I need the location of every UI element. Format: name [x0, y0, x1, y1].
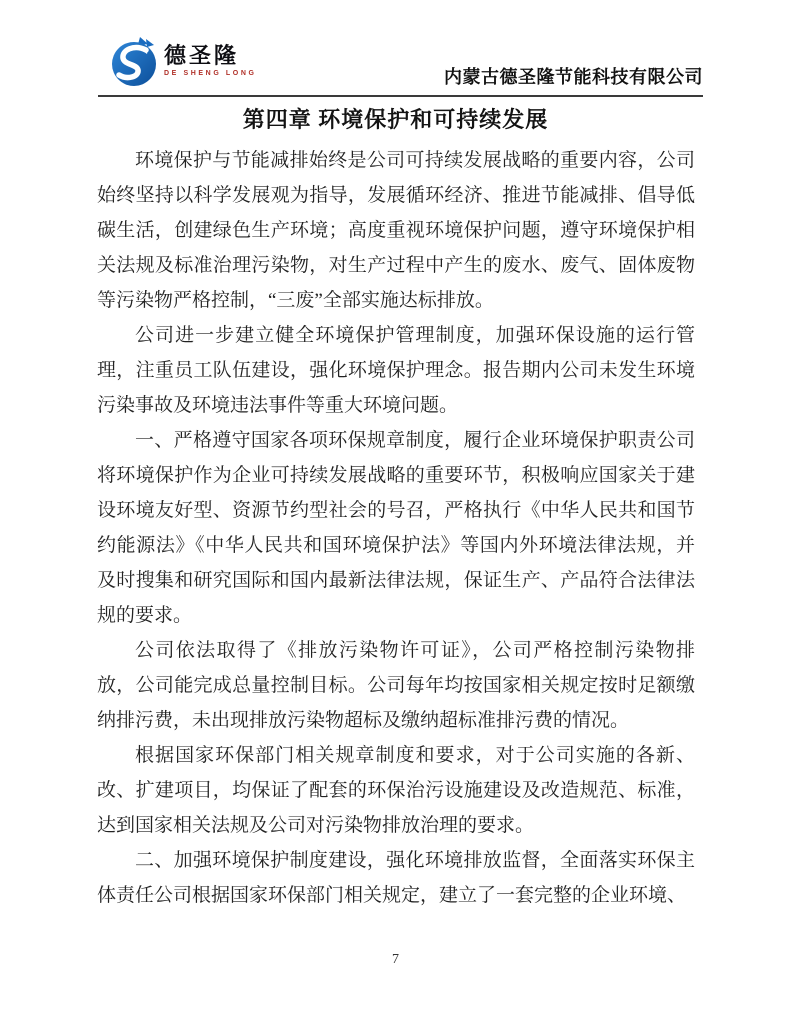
paragraph-6: 二、加强环境保护制度建设，强化环境排放监督，全面落实环保主体责任公司根据国家环保部门相关规定，建立了一套完整的企业环境、: [97, 850, 695, 906]
paragraph-4: 公司依法取得了《排放污染物许可证》，公司严格控制污染物排放，公司能完成总量控制目标。公司每年均按国家相关规定按时足额缴纳排污费，未出现排放污染物超标及缴纳超标准排污费的情况。: [97, 640, 695, 731]
company-logo: [110, 34, 257, 88]
dragon-s-logo-icon: [110, 34, 162, 88]
company-name: 内蒙古德圣隆节能科技有限公司: [444, 67, 703, 87]
page-number: 7: [392, 952, 399, 967]
logo-english-name: DE SHENG LONG: [164, 70, 257, 77]
page-header: [98, 0, 703, 97]
logo-wordmark: [164, 45, 257, 77]
paragraph-1: 环境保护与节能减排始终是公司可持续发展战略的重要内容，公司始终坚持以科学发展观为指导，发展循环经济、推进节能减排、倡导低碳生活，创建绿色生产环境；高度重视环境保护问题，遵守环境保护相关法规及标准治理污染物，对生产过程中产生的废水、废气、固体废物等污染物严格控制，“三废”全部实施达标排放。: [97, 150, 695, 311]
document-body: [97, 143, 695, 913]
logo-chinese-name: 德圣隆: [164, 43, 240, 68]
paragraph-5: 根据国家环保部门相关规章制度和要求，对于公司实施的各新、改、扩建项目，均保证了配套的环保治污设施建设及改造规范、标准，达到国家相关法规及公司对污染物排放治理的要求。: [97, 745, 695, 836]
chapter-title: 第四章 环境保护和可持续发展: [242, 107, 549, 132]
paragraph-2: 公司进一步建立健全环境保护管理制度，加强环保设施的运行管理，注重员工队伍建设，强化环境保护理念。报告期内公司未发生环境污染事故及环境违法事件等重大环境问题。: [97, 325, 695, 416]
paragraph-3: 一、严格遵守国家各项环保规章制度，履行企业环境保护职责公司将环境保护作为企业可持续发展战略的重要环节，积极响应国家关于建设环境友好型、资源节约型社会的号召，严格执行《中华人民共和国节约能源法》《中华人民共和国环境保护法》等国内外环境法律法规，并及时搜集和研究国际和国内最新法律法规，保证生产、产品符合法律法规的要求。: [97, 430, 695, 626]
